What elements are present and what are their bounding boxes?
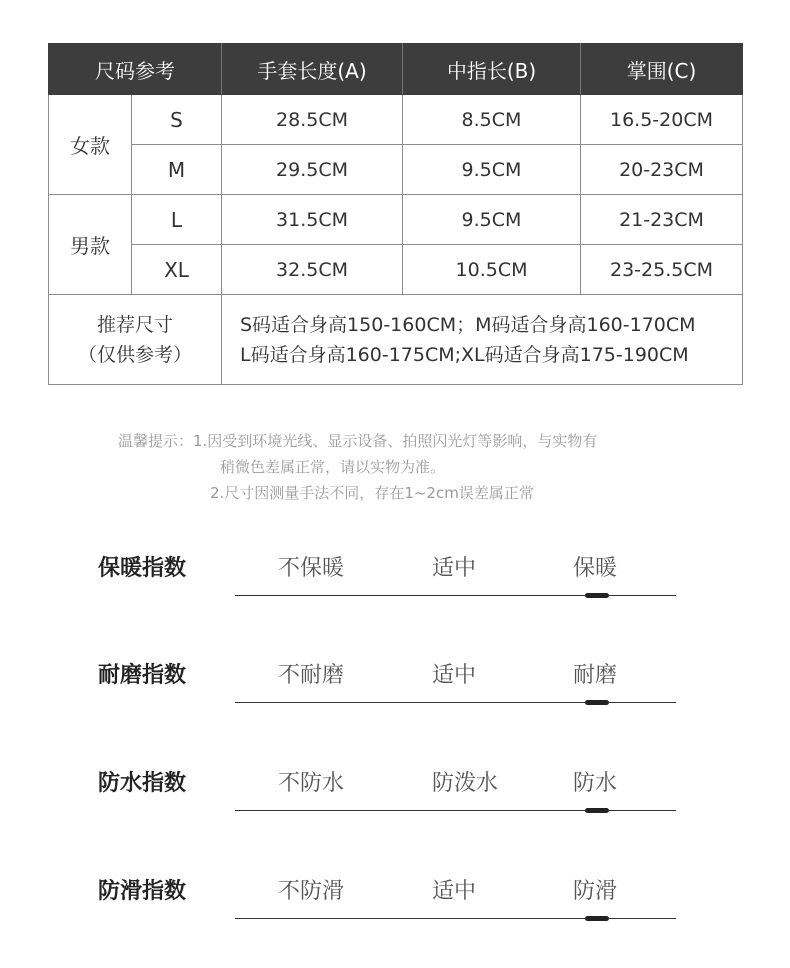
table-row xyxy=(49,245,743,295)
index-track xyxy=(235,918,676,919)
glove-length-cell: 29.5CM xyxy=(222,145,403,195)
recommend-row xyxy=(49,295,743,385)
table-header-row xyxy=(49,44,743,95)
header-palm-circumference: 掌围(C) xyxy=(581,44,743,95)
palm-cell: 20-23CM xyxy=(581,145,743,195)
glove-length-cell: 31.5CM xyxy=(222,195,403,245)
size-chart-table xyxy=(48,43,743,385)
index-level-marker xyxy=(585,700,609,705)
notice-line2: 稍微色差属正常，请以实物为准。 xyxy=(220,458,446,476)
index-option-mid: 适中 xyxy=(432,663,477,688)
recommend-label-line1: 推荐尺寸 xyxy=(96,313,173,336)
index-warmth xyxy=(0,551,790,621)
index-track xyxy=(235,810,676,811)
index-durability xyxy=(0,658,790,728)
recommend-text xyxy=(222,295,743,385)
finger-length-cell: 8.5CM xyxy=(403,95,581,145)
index-option-mid: 适中 xyxy=(432,556,477,581)
table-row xyxy=(49,145,743,195)
index-option-low: 不防滑 xyxy=(278,879,345,904)
index-track xyxy=(235,702,676,703)
size-label: S xyxy=(132,95,222,145)
table-row xyxy=(49,95,743,145)
index-option-mid: 适中 xyxy=(432,879,477,904)
index-title: 防滑指数 xyxy=(98,879,187,904)
size-label: XL xyxy=(132,245,222,295)
recommend-line1: S码适合身高150-160CM；M码适合身高160-170CM xyxy=(240,313,696,336)
recommend-label-line2: （仅供参考） xyxy=(77,343,192,366)
recommend-label xyxy=(49,295,222,385)
index-level-marker xyxy=(585,916,609,921)
index-option-high: 防滑 xyxy=(573,879,618,904)
index-option-low: 不耐磨 xyxy=(278,663,345,688)
finger-length-cell: 10.5CM xyxy=(403,245,581,295)
finger-length-cell: 9.5CM xyxy=(403,195,581,245)
index-option-mid: 防泼水 xyxy=(432,771,499,796)
size-label: L xyxy=(132,195,222,245)
index-waterproof xyxy=(0,766,790,836)
palm-cell: 16.5-20CM xyxy=(581,95,743,145)
size-label: M xyxy=(132,145,222,195)
group-women-label: 女款 xyxy=(49,95,132,195)
table-row xyxy=(49,195,743,245)
index-level-marker xyxy=(585,593,609,598)
group-men-label: 男款 xyxy=(49,195,132,295)
index-level-marker xyxy=(585,808,609,813)
glove-length-cell: 32.5CM xyxy=(222,245,403,295)
index-option-low: 不防水 xyxy=(278,771,345,796)
index-option-low: 不保暖 xyxy=(278,556,345,581)
index-option-high: 防水 xyxy=(573,771,618,796)
index-option-high: 耐磨 xyxy=(573,663,618,688)
index-title: 耐磨指数 xyxy=(98,663,187,688)
notice-line3: 2.尺寸因测量手法不同，存在1~2cm误差属正常 xyxy=(210,484,534,502)
header-glove-length: 手套长度(A) xyxy=(222,44,403,95)
index-track xyxy=(235,595,676,596)
header-size-ref: 尺码参考 xyxy=(49,44,222,95)
palm-cell: 23-25.5CM xyxy=(581,245,743,295)
index-option-high: 保暖 xyxy=(573,556,618,581)
finger-length-cell: 9.5CM xyxy=(403,145,581,195)
index-antislip xyxy=(0,874,790,944)
notice-line1: 温馨提示：1.因受到环境光线、显示设备、拍照闪光灯等影响，与实物有 xyxy=(118,432,598,450)
glove-length-cell: 28.5CM xyxy=(222,95,403,145)
recommend-line2: L码适合身高160-175CM;XL码适合身高175-190CM xyxy=(240,343,689,366)
index-title: 保暖指数 xyxy=(98,556,187,581)
notice-text xyxy=(118,428,738,506)
palm-cell: 21-23CM xyxy=(581,195,743,245)
index-title: 防水指数 xyxy=(98,771,187,796)
header-middle-finger: 中指长(B) xyxy=(403,44,581,95)
